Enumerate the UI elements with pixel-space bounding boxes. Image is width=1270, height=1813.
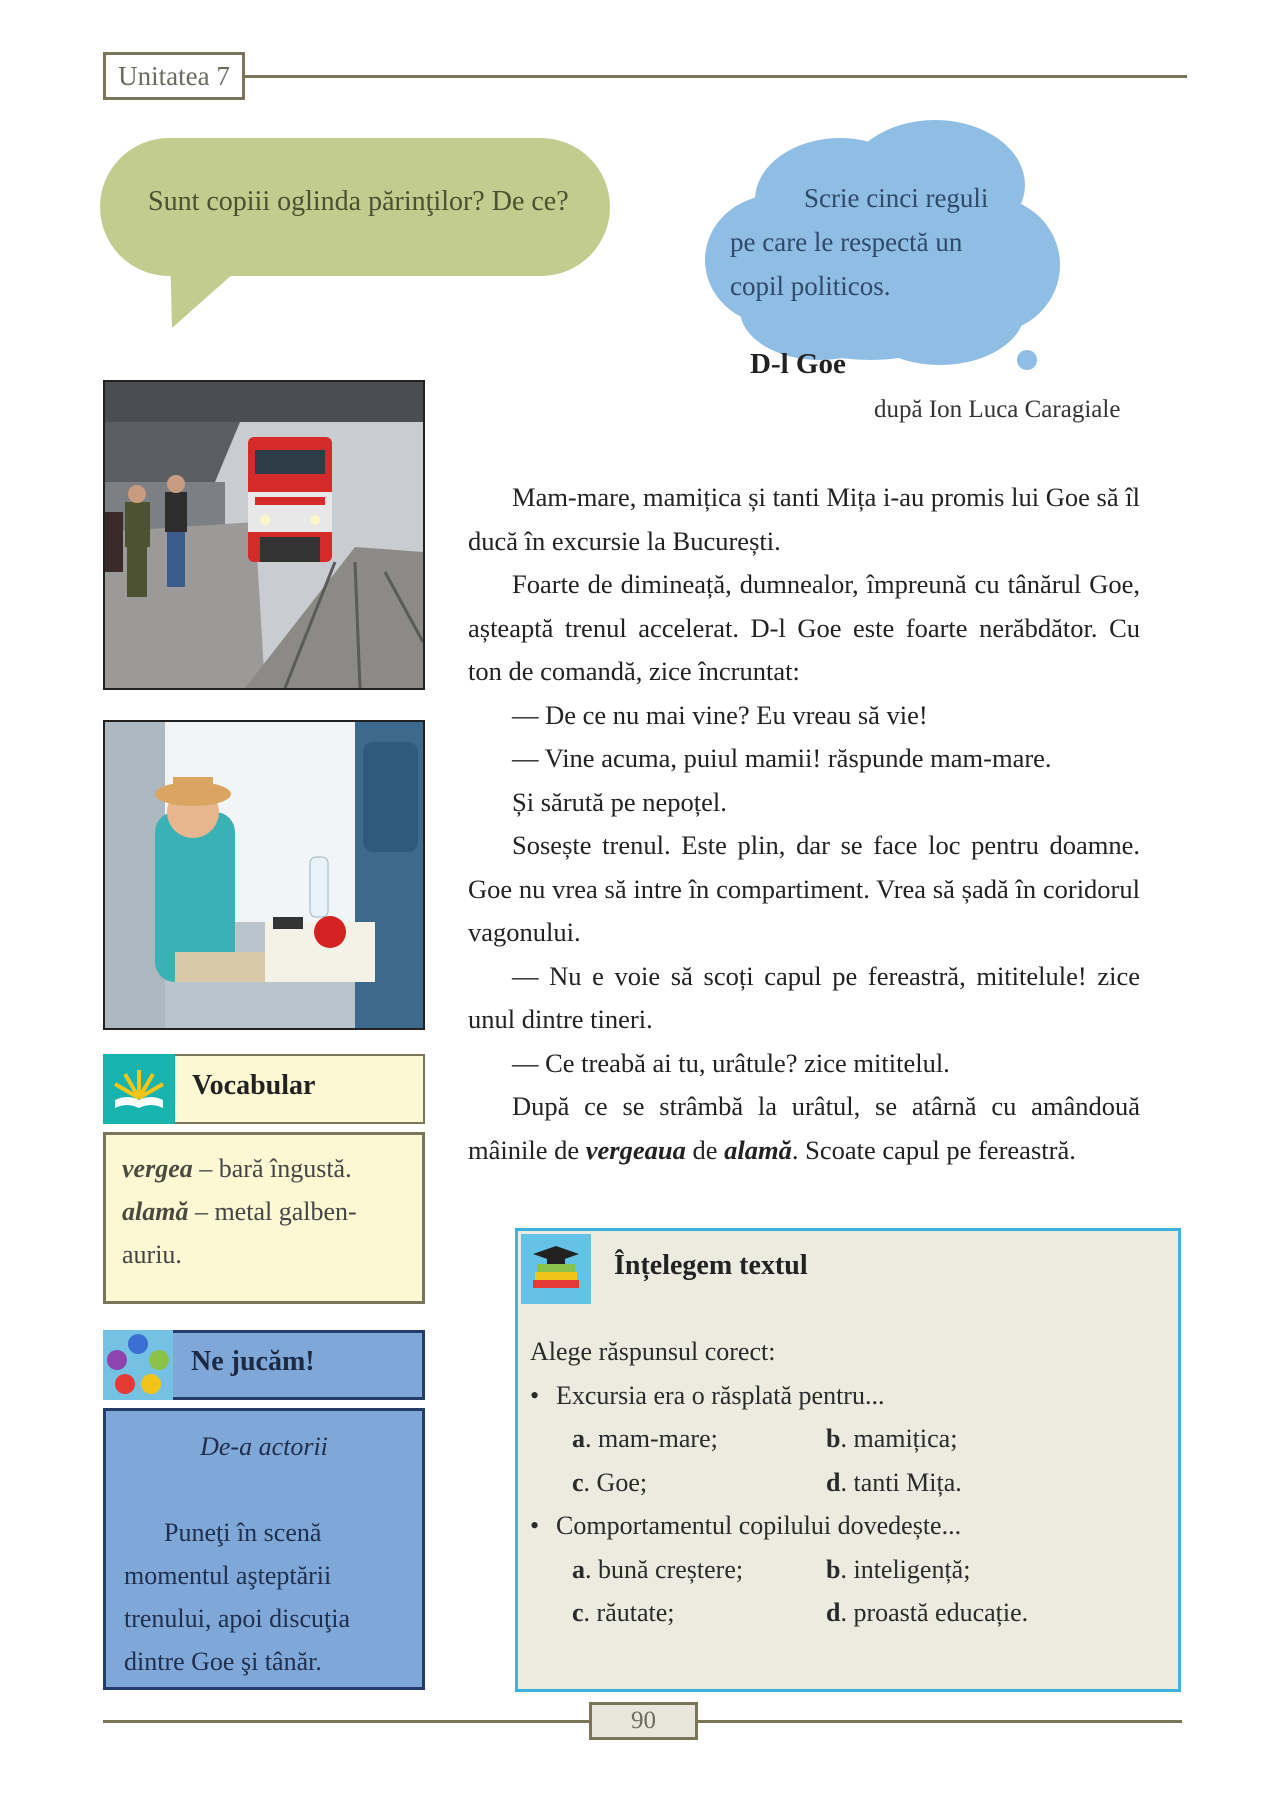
speech-bubble-text: Sunt copiii oglinda părinţilor? De ce? [148, 186, 569, 217]
quiz-option[interactable]: c. răutate; [572, 1598, 675, 1627]
quiz-option[interactable]: a. mam-mare; [572, 1424, 718, 1453]
boy-in-train-photo [103, 720, 425, 1030]
thought-cloud-text [730, 176, 1030, 308]
question-text: Comportamentul copilului dovedește... [556, 1511, 962, 1540]
quiz-option[interactable]: d. tanti Mița. [826, 1467, 962, 1497]
vocabulary-body [103, 1132, 425, 1304]
unit-label: Unitatea 7 [103, 52, 245, 100]
story-paragraph: — De ce nu mai vine? Eu vreau să vie! [512, 699, 928, 730]
quiz-question [530, 1504, 1170, 1548]
quiz-question [530, 1374, 1170, 1418]
bullet-icon: • [530, 1511, 540, 1540]
quiz-options [530, 1548, 1170, 1635]
cloud-line: Scrie cinci reguli [804, 183, 989, 213]
quiz-options [530, 1417, 1170, 1504]
story-paragraph [468, 1085, 1140, 1172]
footer-rule [103, 1720, 589, 1723]
story-text [468, 476, 1140, 1172]
vocab-word: vergea [122, 1154, 193, 1183]
vocab-term-vergeaua: vergeaua [585, 1134, 686, 1165]
story-paragraph: — Vine acuma, puiul mamii! răspunde mam-mare. [512, 743, 1052, 773]
quiz-option[interactable]: c. Goe; [572, 1467, 648, 1497]
story-paragraph: Sosește trenul. Este plin, dar se face loc pentru doamne. Goe nu vrea să intre în compartiment. Vrea să șadă în coridorul vagonului. [468, 830, 1140, 947]
footer-rule [698, 1720, 1182, 1723]
header-rule [245, 75, 1187, 78]
book-icon [103, 1054, 175, 1124]
story-text-run: de [685, 1134, 725, 1165]
cloud-line: pe care le respectă un [730, 227, 963, 257]
comprehension-content [530, 1330, 1170, 1635]
story-paragraph: — Ce treabă ai tu, urâtule? zice mititelul. [512, 1047, 950, 1078]
story-title: D-l Goe [750, 348, 846, 380]
story-paragraph: Și sărută pe nepoțel. [512, 786, 727, 817]
vocab-term-alama: alamă [724, 1134, 792, 1165]
game-instructions: Puneţi în scenă momentul aşteptării trenului, apoi discuţia dintre Goe şi tânăr. [124, 1518, 351, 1676]
bullet-icon: • [530, 1380, 540, 1410]
quiz-option[interactable]: d. proastă educație. [826, 1598, 1029, 1627]
train-station-photo [103, 380, 425, 690]
quiz-instruction: Alege răspunsul corect: [530, 1337, 776, 1366]
vocab-word: alamă [122, 1197, 189, 1226]
question-text: Excursia era o răsplată pentru... [556, 1380, 885, 1410]
quiz-option[interactable]: a. bună creștere; [572, 1554, 744, 1584]
story-text-run: . Scoate capul pe fereastră. [791, 1134, 1076, 1165]
hands-icon [103, 1330, 173, 1400]
vocab-definition: – bară îngustă. [192, 1154, 352, 1183]
cloud-line: copil politicos. [730, 271, 891, 301]
vocab-entry [122, 1147, 406, 1190]
comprehension-title: Înțelegem textul [614, 1250, 808, 1281]
page-number: 90 [589, 1702, 698, 1740]
game-subtitle: De-a actorii [200, 1432, 328, 1461]
vocab-definition: – metal galben-auriu. [122, 1197, 357, 1269]
story-author: după Ion Luca Caragiale [874, 396, 1121, 423]
quiz-option[interactable]: b. inteligență; [826, 1554, 971, 1584]
game-title: Ne jucăm! [191, 1346, 315, 1377]
quiz-option[interactable]: b. mamițica; [826, 1424, 958, 1453]
story-paragraph: — Nu e voie să scoți capul pe fereastră, mititelule! zice unul dintre tineri. [468, 960, 1140, 1034]
story-paragraph: Mam-mare, mamițica și tanti Mița i-au promis lui Goe să îl ducă în excursie la București. [468, 482, 1140, 556]
story-paragraph: Foarte de dimineață, dumnealor, împreună cu tânărul Goe, așteaptă trenul accelerat. D-l Goe este foarte nerăbdător. Cu ton de comandă, zice încruntat: [468, 569, 1140, 686]
vocabulary-title: Vocabular [192, 1070, 316, 1101]
speech-bubble-tail [160, 250, 270, 330]
game-body [103, 1408, 425, 1690]
graduation-books-icon [521, 1234, 591, 1304]
story-text-run: După ce se strâmbă la urâtul, se atârnă cu amândouă mâinile de [468, 1091, 1140, 1165]
vocab-entry [122, 1190, 406, 1276]
